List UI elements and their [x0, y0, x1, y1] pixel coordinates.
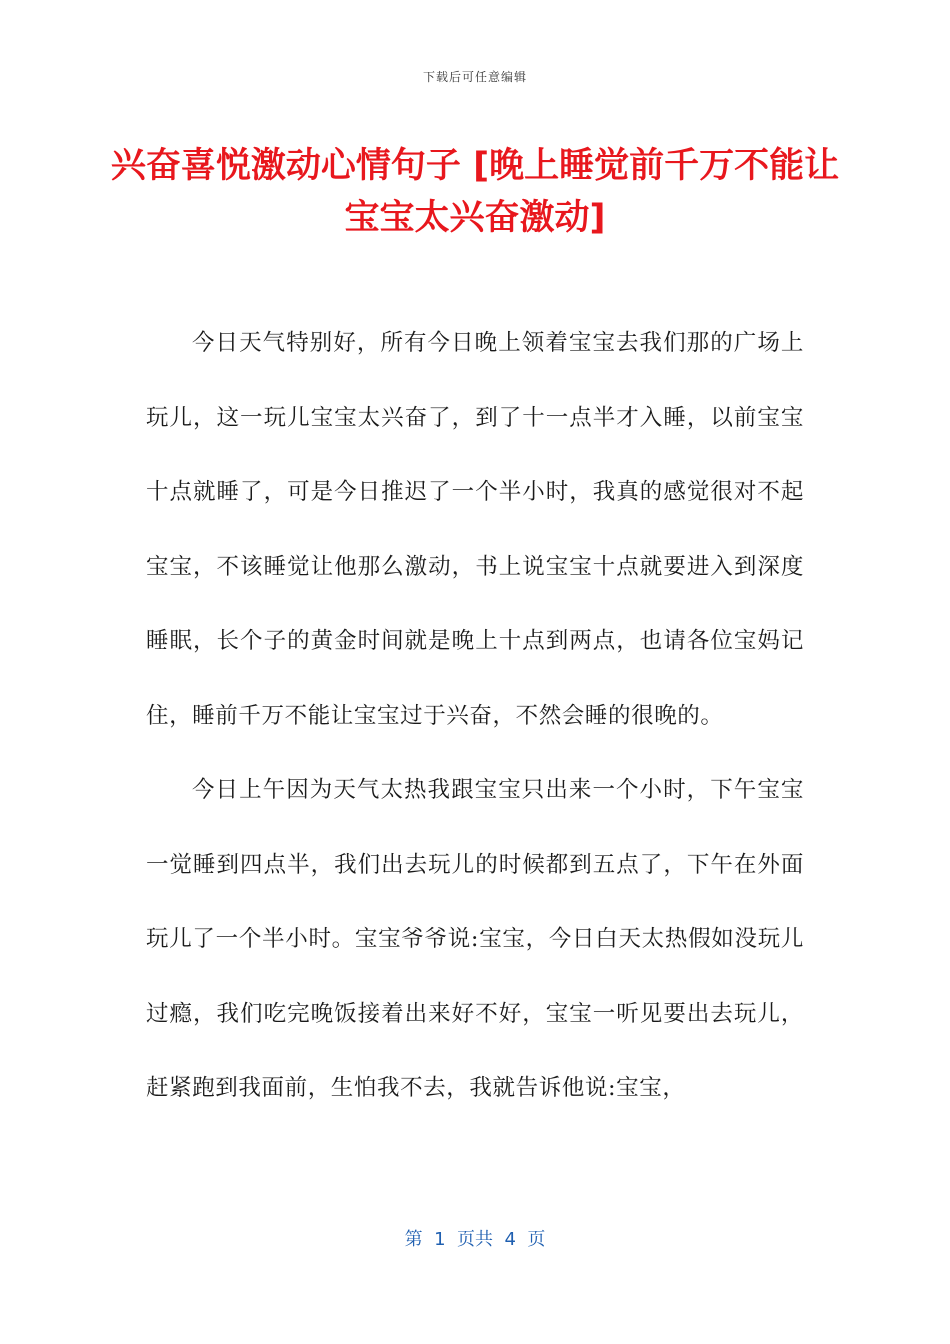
document-title: 兴奋喜悦激动心情句子 [晚上睡觉前千万不能让宝宝太兴奋激动] [110, 146, 840, 238]
document-body [146, 306, 804, 1126]
paragraph-2: 今日上午因为天气太热我跟宝宝只出来一个小时，下午宝宝一觉睡到四点半，我们出去玩儿的时候都到五点了，下午在外面玩儿了一个半小时。宝宝爷爷说:宝宝，今日白天太热假如没玩儿过瘾，我们吃完晚饭接着出来好不好，宝宝一听见要出去玩儿，赶紧跑到我面前，生怕我不去，我就告诉他说:宝宝， [146, 777, 804, 1101]
paragraph-1: 今日天气特别好，所有今日晚上领着宝宝去我们那的广场上玩儿，这一玩儿宝宝太兴奋了，到了十一点半才入睡，以前宝宝十点就睡了，可是今日推迟了一个半小时，我真的感觉很对不起宝宝，不该睡觉让他那么激动，书上说宝宝十点就要进入到深度睡眠，长个子的黄金时间就是晚上十点到两点，也请各位宝妈记住，睡前千万不能让宝宝过于兴奋，不然会睡的很晚的。 [146, 330, 804, 729]
page-number: 第 1 页共 4 页 [404, 1229, 546, 1250]
header-note: 下载后可任意编辑 [422, 70, 527, 84]
